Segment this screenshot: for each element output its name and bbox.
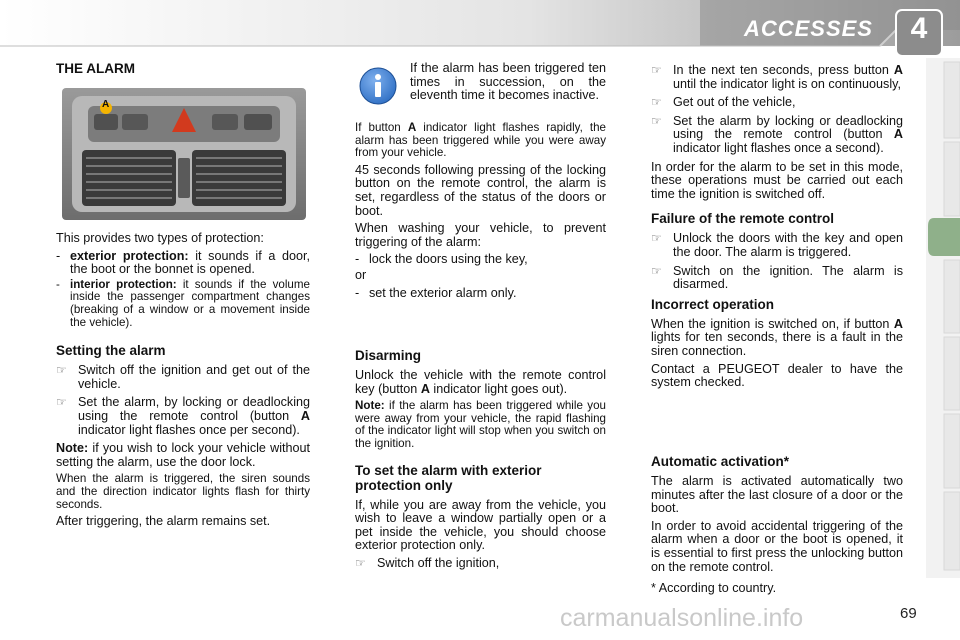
list-item: ☞ Get out of the vehicle, [651,95,796,110]
heading-exterior-protection: To set the alarm with exterior protection only [355,462,542,493]
column-2-lower: Disarming Unlock the vehicle with the remote control key (button A indicator light goes out). Note: if the alarm has been triggered while you were away from your vehicle, the rapid flashing of the indicator light will stop when you switch on the ignition. To set the alarm with exterior protection only If, while you are away from the vehicle, you wish to leave a window partially open or a pet inside the vehicle, you should choose exterior protection only. ☞ Switch off the ignition, [355,348,606,570]
pointing-hand-icon: ☞ [651,113,662,128]
heading-incorrect-operation: Incorrect operation [651,296,775,312]
auto-paragraph: The alarm is activated automatically two minutes after the last closure of a door or the boot. [651,474,903,516]
list-item: ☞ Switch off the ignition and get out of the vehicle. [56,363,310,391]
protection-item: - exterior protection: it sounds if a door, the boot or the bonnet is opened. [56,248,311,277]
footnote: * According to country. [651,581,777,596]
photo-button-a-label: A [102,99,110,110]
heading-automatic-activation: Automatic activation* [651,454,790,469]
list-item: ☞ Set the alarm, by locking or deadlocking using the remote control (button A indicator light flashes once per second). [56,395,310,437]
list-item: - lock the doors using the key, [355,252,528,267]
heading-setting-alarm: Setting the alarm [56,343,166,359]
section-heading-alarm: THE ALARM [56,61,135,76]
list-item: ☞ Unlock the doors with the key and open the door. The alarm is triggered. [651,231,903,259]
protection-item: - interior protection: it sounds if the volume inside the passenger compartment changes (breaking of a window or a movement inside the vehicle). [56,277,310,329]
ext-paragraph: If, while you are away from the vehicle, you wish to leave a window partially open or a pet inside the vehicle, you should choose exterior protection only. [355,497,606,553]
or-text: or [355,267,367,282]
page-number: 69 [900,605,917,622]
triggered-paragraph: When the alarm is triggered, the siren sounds and the direction indicator lights flash for thirty seconds. [56,472,310,511]
heading-disarming: Disarming [355,348,422,363]
list-item: ☞ In the next ten seconds, press button A until the indicator light is on continuously, [651,63,904,91]
column-3: ☞ In the next ten seconds, press button A until the indicator light is on continuously, ☞ Get out of the vehicle, ☞ Set the alarm by locking or deadlocking using the remote control (button A indicator light flashes once a second). In order for the alarm to be set in this mode, these operations must be carried out each time the ignition is switched off. Failure of the remote control ☞ Unlock the doors with the key and open the door. The alarm is triggered. ☞ Switch on the ignition. The alarm is disarmed. Incorrect operation When the ignition is switched on, if button A lights for ten seconds, there is a fault in the siren connection. Contact a PEUGEOT dealer to have the system checked. [651,63,904,390]
dashboard-photo [62,88,306,220]
list-item: ☞ Switch off the ignition, [355,555,500,570]
list-item: ☞ Switch on the ignition. The alarm is disarmed. [651,263,903,292]
info-box-text: If the alarm has been triggered ten times in succession, on the eleventh time it becomes inactive. [410,61,606,103]
heading-failure-remote: Failure of the remote control [651,211,835,227]
seconds45-paragraph: 45 seconds following pressing of the locking button on the remote control, the alarm is set, regardless of the status of the doors or boot. [355,162,606,218]
pointing-hand-icon: ☞ [651,95,662,110]
pointing-hand-icon: ☞ [651,263,662,278]
pointing-hand-icon: ☞ [56,395,67,410]
column-2: If button A indicator light flashes rapidly, the alarm has been triggered while you were away from your vehicle. 45 seconds following pressing of the locking button on the remote control, the alarm is set, regardless of the status of the doors or boot. When washing your vehicle, to prevent triggering of the alarm: - lock the doors using the key, or - set the exterior alarm only. [355,121,606,300]
intro-text: This provides two types of protection: [56,231,264,245]
note-paragraph: Note: if the alarm has been triggered while you were away from your vehicle, the rapid flashing of the indicator light will stop when you switch on the ignition. [355,399,606,450]
chapter-title: ACCESSES [743,16,873,41]
pointing-hand-icon: ☞ [355,555,366,570]
avoid-paragraph: In order to avoid accidental triggering of the alarm when a door or the boot is opened, it is essential to first press the unlocking button on the remote control. [651,518,903,574]
pointing-hand-icon: ☞ [651,63,662,77]
after-paragraph: After triggering, the alarm remains set. [56,514,271,529]
column-1-body [56,232,310,533]
order-paragraph: In order for the alarm to be set in this mode, these operations must be carried out each time the ignition is switched off. [651,159,903,201]
column-3-lower [651,454,903,600]
list-item: - set the exterior alarm only. [355,285,517,300]
list-item: ☞ Set the alarm by locking or deadlocking using the remote control (button A indicator light flashes once a second). [651,113,903,155]
info-icon [358,66,398,106]
pointing-hand-icon: ☞ [56,363,67,378]
chapter-side-tabs [926,58,960,578]
note-paragraph: Note: if you wish to lock your vehicle without setting the alarm, use the door lock. [56,441,311,469]
column-1 [56,62,310,76]
contact-paragraph: Contact a PEUGEOT dealer to have the system checked. [651,361,903,390]
washing-paragraph: When washing your vehicle, to prevent triggering of the alarm: [355,221,606,249]
chapter-number: 4 [910,12,928,45]
watermark: carmanualsonline.info [560,604,804,632]
pointing-hand-icon: ☞ [651,231,662,246]
